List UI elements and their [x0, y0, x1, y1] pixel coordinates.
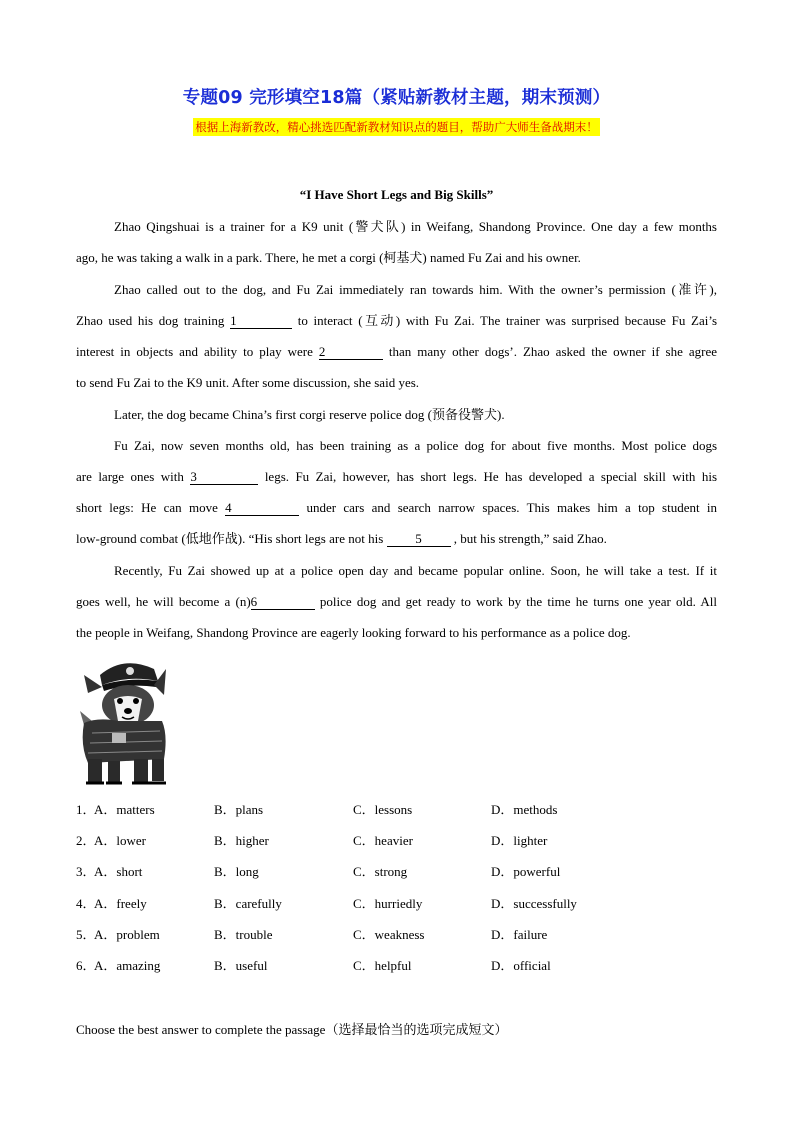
question-number: 2．: [76, 833, 96, 848]
option-choice-b[interactable]: B．trouble: [214, 927, 273, 942]
option-choice-b[interactable]: B．useful: [214, 958, 268, 973]
passage-line: Later, the dog became China’s first corgi reserve police dog (预备役警犬).: [114, 407, 505, 422]
police-corgi-illustration: [78, 655, 170, 787]
passage-text: interest in objects and ability to play were: [76, 344, 313, 359]
passage-line: Zhao called out to the dog, and Fu Zai immediately ran towards him. With the owner’s permission (准许),: [114, 282, 717, 297]
blank-4[interactable]: 4: [225, 501, 299, 516]
passage-text: short legs: He can move: [76, 500, 218, 515]
option-choice-d[interactable]: D．methods: [491, 802, 558, 817]
blank-6[interactable]: 6: [251, 595, 315, 610]
blank-3[interactable]: 3: [190, 470, 258, 485]
option-choice-c[interactable]: C．heavier: [353, 833, 413, 848]
blank-1[interactable]: 1: [230, 314, 292, 329]
passage-title: “I Have Short Legs and Big Skills”: [299, 187, 494, 202]
option-choice-a[interactable]: A．freely: [94, 896, 147, 911]
question-number: 6．: [76, 958, 96, 973]
subtitle-wrap: [0, 118, 793, 136]
option-choice-b[interactable]: B．carefully: [214, 896, 282, 911]
option-choice-b[interactable]: B．higher: [214, 833, 269, 848]
page-title: 专题09 完形填空18篇（紧贴新教材主题，期末预测）: [182, 88, 611, 108]
passage-text: than many other dogs’. Zhao asked the owner if she agree: [388, 344, 718, 359]
option-choice-c[interactable]: C．strong: [353, 864, 408, 879]
passage-line: to send Fu Zai to the K9 unit. After some discussion, she said yes.: [76, 375, 420, 390]
passage-text: police dog and get ready to work by the time he turns one year old. All: [319, 594, 718, 609]
passage-line: [76, 344, 717, 360]
option-choice-d[interactable]: D．official: [491, 958, 551, 973]
option-choice-b[interactable]: B．plans: [214, 802, 264, 817]
option-choice-d[interactable]: D．powerful: [491, 864, 561, 879]
passage-line: [76, 531, 717, 547]
instruction-text: Choose the best answer to complete the passage（选择最恰当的选项完成短文）: [76, 1022, 508, 1037]
question-number: 3．: [76, 864, 96, 879]
passage-text: to interact (互动) with Fu Zai. The trainer was surprised because Fu Zai’s: [297, 313, 718, 328]
passage-text: legs. Fu Zai, however, has short legs. He has developed a special skill with his: [264, 469, 718, 484]
passage-line: Fu Zai, now seven months old, has been training as a police dog for about five months. Most police dogs: [114, 438, 717, 453]
passage-text: low-ground combat (低地作战). “His short legs are not his: [76, 531, 384, 546]
question-number: 1．: [76, 802, 96, 817]
option-choice-c[interactable]: C．hurriedly: [353, 896, 423, 911]
question-number: 5．: [76, 927, 96, 942]
passage-text: goes well, he will become a (n): [76, 594, 251, 609]
option-choice-c[interactable]: C．helpful: [353, 958, 412, 973]
blank-5[interactable]: 5: [387, 532, 451, 547]
passage-text: , but his strength,” said Zhao.: [453, 531, 607, 546]
option-choice-a[interactable]: A．lower: [94, 833, 146, 848]
option-choice-b[interactable]: B．long: [214, 864, 259, 879]
option-choice-d[interactable]: D．successfully: [491, 896, 577, 911]
passage-text: under cars and search narrow spaces. This makes him a top student in: [306, 500, 717, 515]
option-choice-c[interactable]: C．weakness: [353, 927, 425, 942]
passage-line: [76, 594, 717, 610]
passage-line: [76, 313, 717, 329]
blank-2[interactable]: 2: [319, 345, 383, 360]
passage-line: [76, 500, 717, 516]
option-choice-a[interactable]: A．amazing: [94, 958, 161, 973]
passage-line: Zhao Qingshuai is a trainer for a K9 unit (警犬队) in Weifang, Shandong Province. One day a few months: [114, 219, 717, 234]
passage-line: ago, he was taking a walk in a park. There, he met a corgi (柯基犬) named Fu Zai and his owner.: [76, 250, 581, 265]
option-choice-c[interactable]: C．lessons: [353, 802, 413, 817]
passage-text: are large ones with: [76, 469, 184, 484]
subtitle-banner: 根据上海新教改，精心挑选匹配新教材知识点的题目，帮助广大师生备战期末！: [195, 120, 598, 134]
option-choice-d[interactable]: D．failure: [491, 927, 548, 942]
passage-text: Zhao used his dog training: [76, 313, 225, 328]
question-number: 4．: [76, 896, 96, 911]
passage-line: [76, 469, 717, 485]
option-choice-a[interactable]: A．problem: [94, 927, 160, 942]
passage-line: the people in Weifang, Shandong Province are eagerly looking forward to his performance as a police dog.: [76, 625, 631, 640]
passage-line: Recently, Fu Zai showed up at a police open day and became popular online. Soon, he will take a test. If it: [114, 563, 717, 578]
option-choice-a[interactable]: A．matters: [94, 802, 155, 817]
option-choice-d[interactable]: D．lighter: [491, 833, 548, 848]
option-choice-a[interactable]: A．short: [94, 864, 143, 879]
